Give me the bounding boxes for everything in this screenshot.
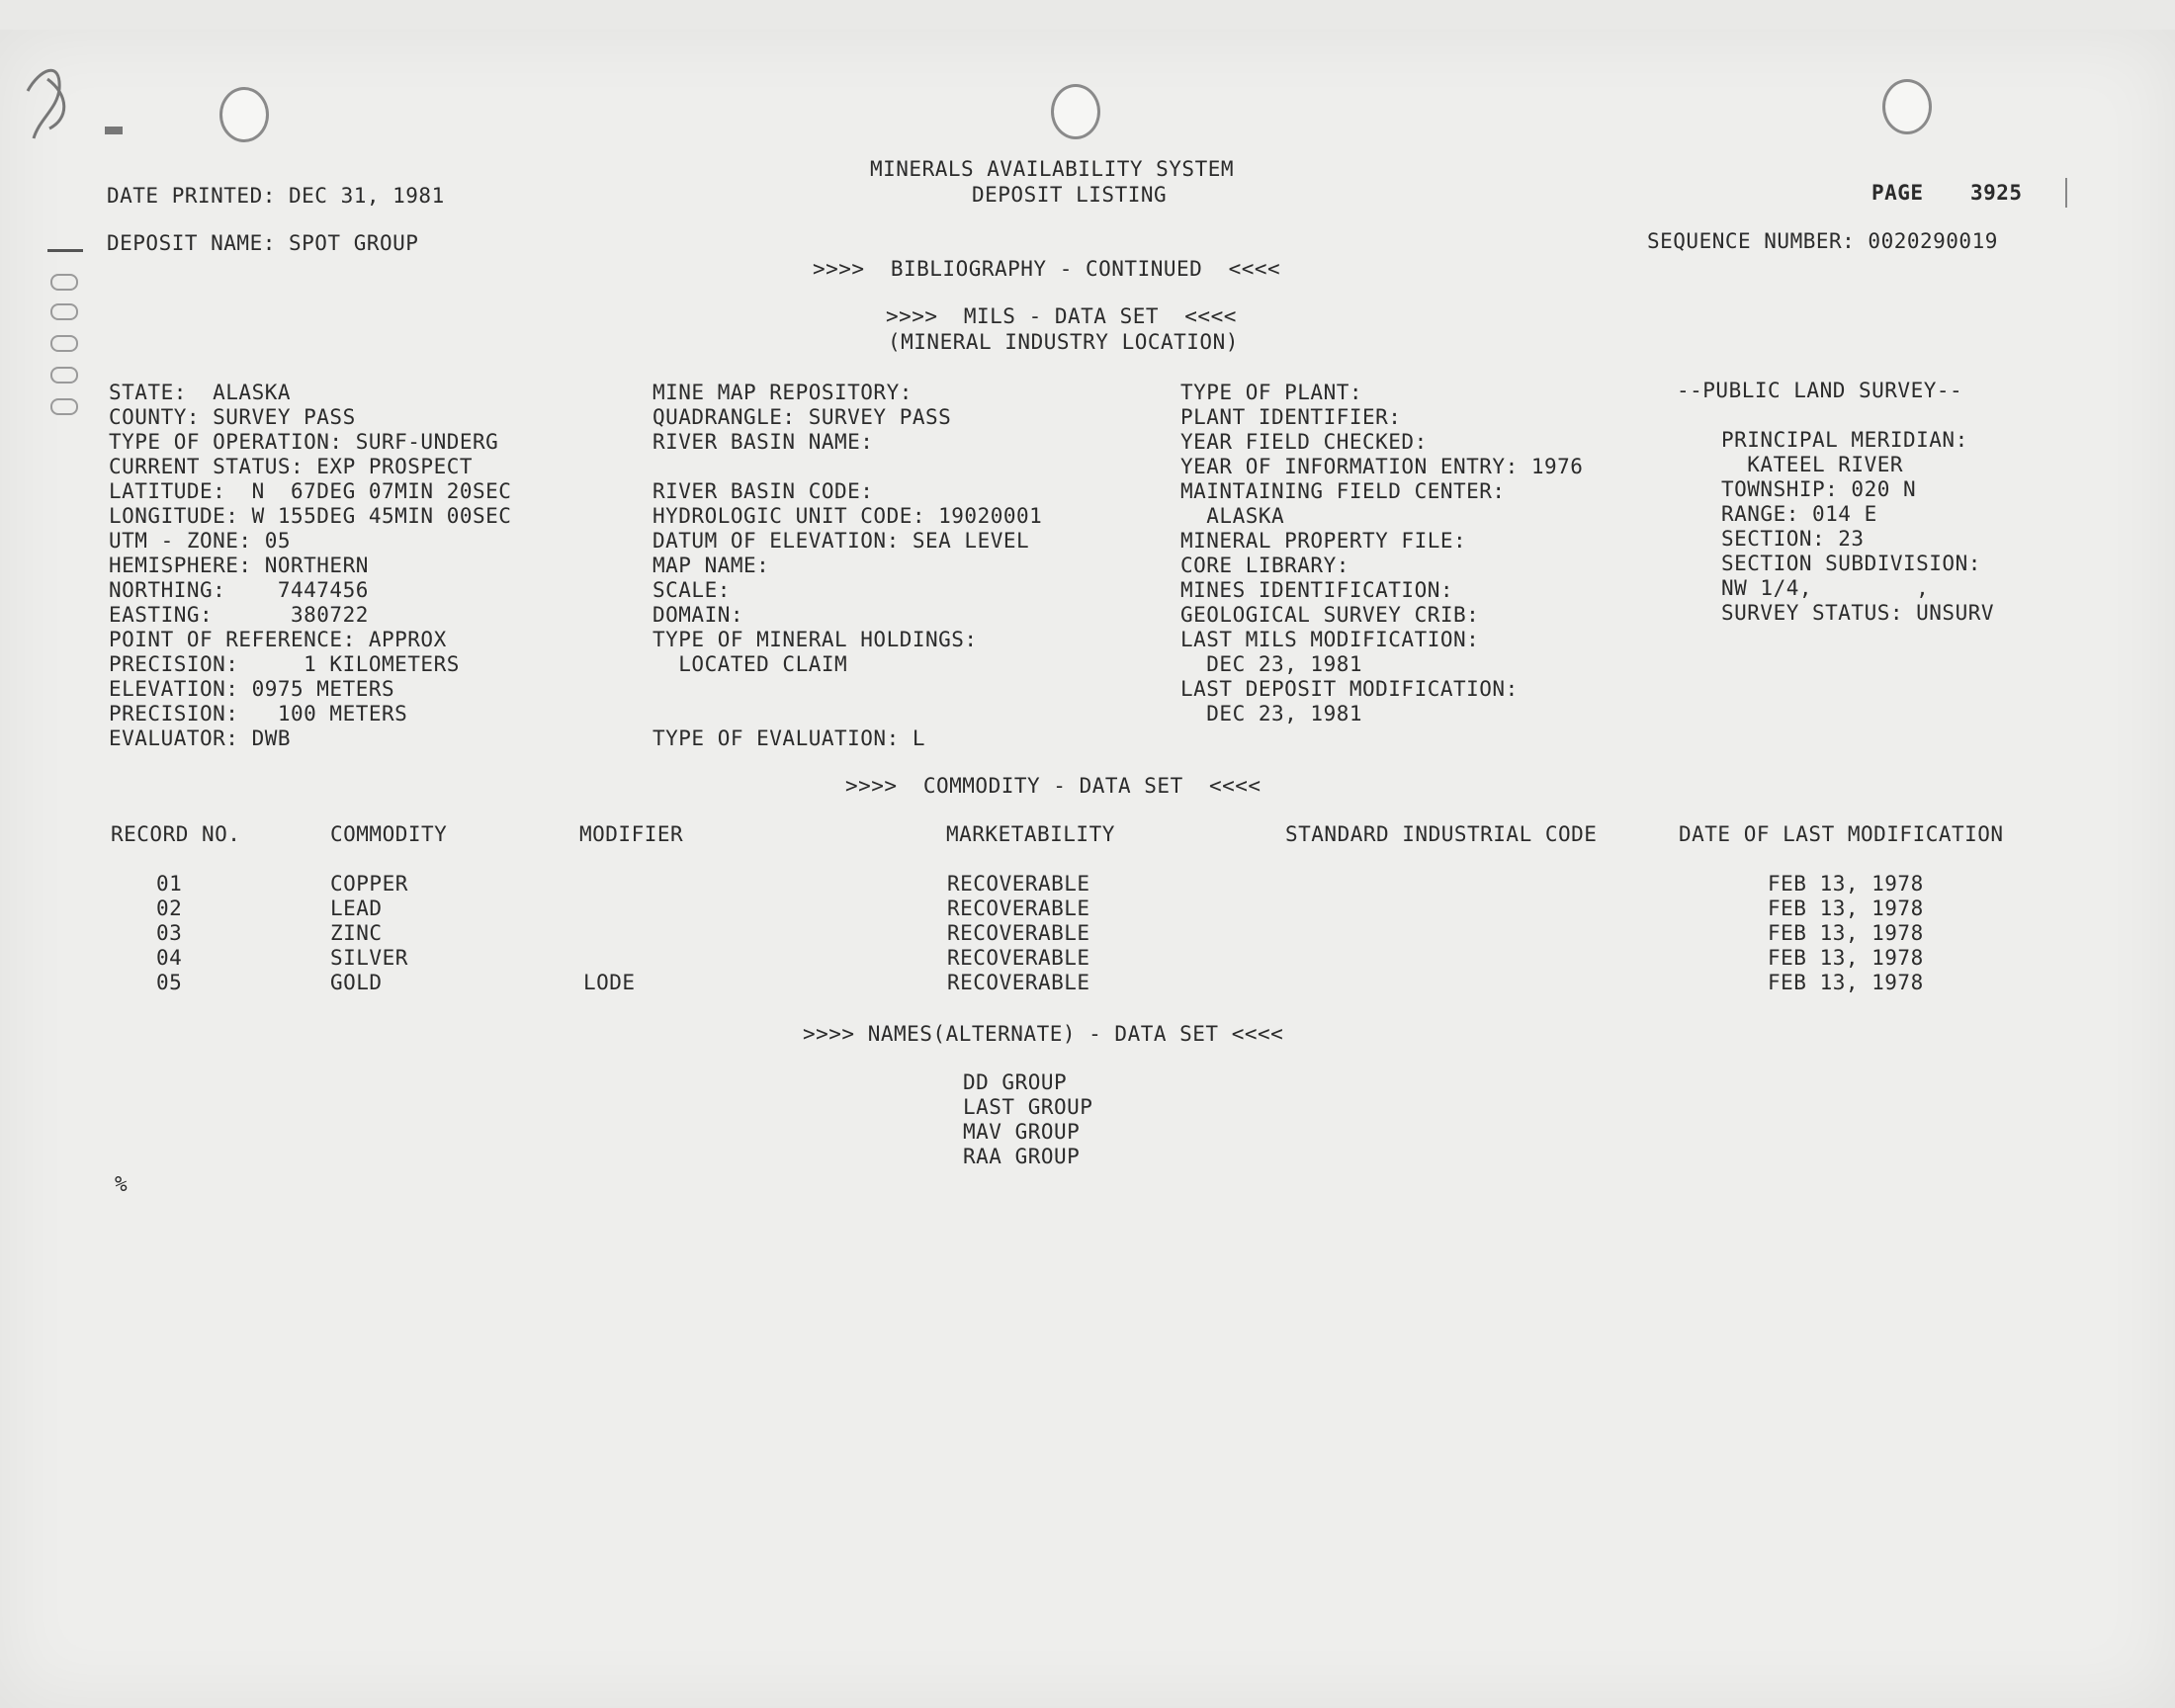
col4-line: PRINCIPAL MERIDIAN: (1721, 428, 1968, 452)
table-cell: 05 (156, 971, 183, 994)
col3-line: YEAR OF INFORMATION ENTRY: 1976 (1180, 455, 1584, 478)
section-mils-subtitle: (MINERAL INDUSTRY LOCATION) (888, 330, 1239, 354)
col2-line: DOMAIN: (652, 603, 744, 627)
col3-line: DEC 23, 1981 (1180, 702, 1363, 726)
list-item: MAV GROUP (963, 1120, 1081, 1144)
col2-line: QUADRANGLE: SURVEY PASS (652, 405, 952, 429)
list-item: DD GROUP (963, 1070, 1068, 1094)
col3-line: MINES IDENTIFICATION: (1180, 578, 1454, 602)
col3-line: TYPE OF PLANT: (1180, 381, 1363, 404)
col1-line: EVALUATOR: DWB (109, 726, 292, 750)
col3-line: YEAR FIELD CHECKED: (1180, 430, 1428, 454)
col1-line: PRECISION: 1 KILOMETERS (109, 652, 460, 676)
col2-line: TYPE OF EVALUATION: L (652, 726, 926, 750)
col4-line: KATEEL RIVER (1721, 453, 1904, 476)
table-cell: FEB 13, 1978 (1768, 971, 1924, 994)
table-cell: 02 (156, 897, 183, 920)
col1-line: COUNTY: SURVEY PASS (109, 405, 356, 429)
table-header-cell: STANDARD INDUSTRIAL CODE (1285, 822, 1598, 846)
col3-line: MINERAL PROPERTY FILE: (1180, 529, 1467, 553)
list-item: LAST GROUP (963, 1095, 1093, 1119)
section-mils: >>>> MILS - DATA SET <<<< (886, 304, 1237, 328)
col3-line: ALASKA (1180, 504, 1285, 528)
table-header-cell: MARKETABILITY (946, 822, 1115, 846)
col1-line: STATE: ALASKA (109, 381, 292, 404)
page-label: PAGE (1871, 181, 1924, 205)
col3-line: LAST DEPOSIT MODIFICATION: (1180, 677, 1519, 701)
col2-line: MINE MAP REPOSITORY: (652, 381, 913, 404)
table-cell: RECOVERABLE (947, 946, 1090, 970)
col3-line: LAST MILS MODIFICATION: (1180, 628, 1480, 651)
table-cell: FEB 13, 1978 (1768, 872, 1924, 896)
col3-line: PLANT IDENTIFIER: (1180, 405, 1402, 429)
table-cell: LEAD (330, 897, 383, 920)
col4-line: SECTION: 23 (1721, 527, 1865, 551)
table-cell: RECOVERABLE (947, 971, 1090, 994)
col2-line: SCALE: (652, 578, 731, 602)
table-cell: LODE (583, 971, 636, 994)
sequence-number: SEQUENCE NUMBER: 0020290019 (1647, 229, 1998, 253)
col1-line: CURRENT STATUS: EXP PROSPECT (109, 455, 474, 478)
table-cell: FEB 13, 1978 (1768, 921, 1924, 945)
col4-line: TOWNSHIP: 020 N (1721, 477, 1917, 501)
col1-line: PRECISION: 100 METERS (109, 702, 408, 726)
table-header-cell: DATE OF LAST MODIFICATION (1679, 822, 2004, 846)
col4-line: SECTION SUBDIVISION: (1721, 552, 1981, 575)
page-number: 3925 (1970, 181, 2023, 205)
col3-line: CORE LIBRARY: (1180, 554, 1349, 577)
listing-title: DEPOSIT LISTING (972, 183, 1168, 207)
col2-line: MAP NAME: (652, 554, 770, 577)
table-cell: ZINC (330, 921, 383, 945)
table-cell: GOLD (330, 971, 383, 994)
col2-line: RIVER BASIN NAME: (652, 430, 874, 454)
col1-line: POINT OF REFERENCE: APPROX (109, 628, 447, 651)
table-cell: FEB 13, 1978 (1768, 946, 1924, 970)
date-printed: DATE PRINTED: DEC 31, 1981 (107, 184, 445, 208)
col2-line: DATUM OF ELEVATION: SEA LEVEL (652, 529, 1030, 553)
table-cell: 03 (156, 921, 183, 945)
table-cell: 01 (156, 872, 183, 896)
table-cell: RECOVERABLE (947, 872, 1090, 896)
col2-line: TYPE OF MINERAL HOLDINGS: (652, 628, 978, 651)
table-cell: RECOVERABLE (947, 921, 1090, 945)
table-header-cell: RECORD NO. (111, 822, 241, 846)
col3-line: DEC 23, 1981 (1180, 652, 1363, 676)
col1-line: LATITUDE: N 67DEG 07MIN 20SEC (109, 479, 512, 503)
footer-mark: % (115, 1172, 129, 1196)
public-land-survey-header: --PUBLIC LAND SURVEY-- (1677, 379, 1963, 402)
col1-line: UTM - ZONE: 05 (109, 529, 292, 553)
section-commodity: >>>> COMMODITY - DATA SET <<<< (845, 774, 1262, 798)
deposit-name: DEPOSIT NAME: SPOT GROUP (107, 231, 419, 255)
table-cell: RECOVERABLE (947, 897, 1090, 920)
section-bibliography: >>>> BIBLIOGRAPHY - CONTINUED <<<< (813, 257, 1281, 281)
col2-line: LOCATED CLAIM (652, 652, 848, 676)
col2-line: HYDROLOGIC UNIT CODE: 19020001 (652, 504, 1043, 528)
col2-line: RIVER BASIN CODE: (652, 479, 874, 503)
col1-line: NORTHING: 7447456 (109, 578, 369, 602)
col4-line: SURVEY STATUS: UNSURV (1721, 601, 1995, 625)
col4-line: RANGE: 014 E (1721, 502, 1877, 526)
col4-line: NW 1/4, , (1721, 576, 1930, 600)
col3-line: MAINTAINING FIELD CENTER: (1180, 479, 1506, 503)
col1-line: LONGITUDE: W 155DEG 45MIN 00SEC (109, 504, 512, 528)
table-header-cell: MODIFIER (579, 822, 684, 846)
table-cell: COPPER (330, 872, 408, 896)
table-header-cell: COMMODITY (330, 822, 448, 846)
section-names: >>>> NAMES(ALTERNATE) - DATA SET <<<< (803, 1022, 1284, 1046)
col1-line: HEMISPHERE: NORTHERN (109, 554, 369, 577)
table-cell: SILVER (330, 946, 408, 970)
col3-line: GEOLOGICAL SURVEY CRIB: (1180, 603, 1480, 627)
list-item: RAA GROUP (963, 1145, 1081, 1168)
system-title: MINERALS AVAILABILITY SYSTEM (870, 157, 1235, 181)
table-cell: 04 (156, 946, 183, 970)
table-cell: FEB 13, 1978 (1768, 897, 1924, 920)
col1-line: EASTING: 380722 (109, 603, 369, 627)
col1-line: TYPE OF OPERATION: SURF-UNDERG (109, 430, 499, 454)
col1-line: ELEVATION: 0975 METERS (109, 677, 395, 701)
